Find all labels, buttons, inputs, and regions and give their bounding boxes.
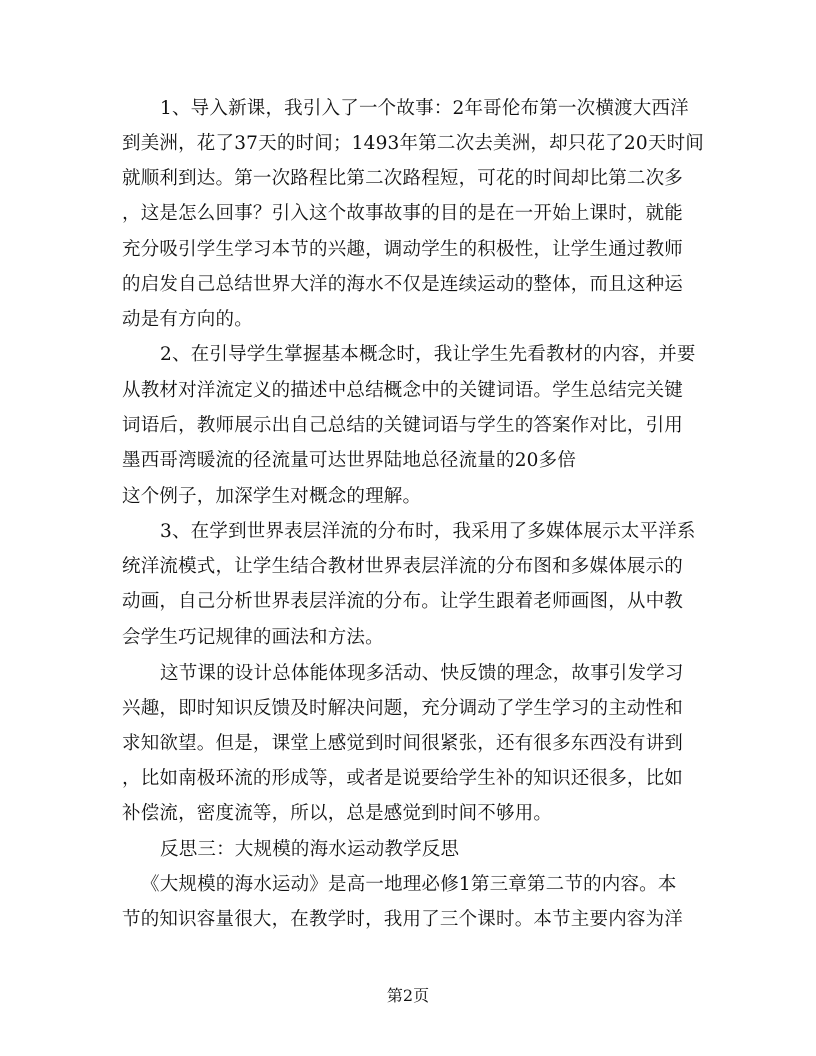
text-line: 统洋流模式，让学生结合教材世界表层洋流的分布图和多媒体展示的 bbox=[122, 556, 684, 577]
text-line: 3、在学到世界表层洋流的分布时，我采用了多媒体展示太平洋系 bbox=[160, 521, 696, 542]
section-heading: 反思三：大规模的海水运动教学反思 bbox=[160, 839, 460, 860]
text-line: 1、导入新课，我引入了一个故事：2年哥伦布第一次横渡大西洋 bbox=[160, 98, 689, 119]
text-line: 节的知识容量很大，在教学时，我用了三个课时。本节主要内容为洋 bbox=[122, 909, 684, 930]
text-line: 的启发自己总结世界大洋的海水不仅是连续运动的整体，而且这种运 bbox=[122, 274, 684, 295]
text-line: ，这是怎么回事？引入这个故事故事的目的是在一开始上课时，就能 bbox=[122, 203, 684, 224]
text-line: 从教材对洋流定义的描述中总结概念中的关键词语。学生总结完关键 bbox=[122, 380, 684, 401]
text-line: 这个例子，加深学生对概念的理解。 bbox=[122, 486, 422, 507]
text-line: 这节课的设计总体能体现多活动、快反馈的理念，故事引发学习 bbox=[160, 663, 684, 684]
text-line: 动是有方向的。 bbox=[122, 309, 253, 330]
text-line: 动画，自己分析世界表层洋流的分布。让学生跟着老师画图，从中教 bbox=[122, 591, 684, 612]
text-line: 到美洲，花了37天的时间；1493年第二次去美洲，却只花了20天时间 bbox=[122, 133, 704, 154]
text-line: 2、在引导学生掌握基本概念时，我让学生先看教材的内容，并要 bbox=[160, 344, 696, 365]
text-line: 就顺利到达。第一次路程比第二次路程短，可花的时间却比第二次多 bbox=[122, 168, 684, 189]
text-line: 《大规模的海水运动》是高一地理必修1第三章第二节的内容。本 bbox=[141, 874, 677, 895]
text-line: 充分吸引学生学习本节的兴趣，调动学生的积极性，让学生通过教师 bbox=[122, 239, 684, 260]
text-line: 会学生巧记规律的画法和方法。 bbox=[122, 627, 384, 648]
text-line: 词语后，教师展示出自己总结的关键词语与学生的答案作对比，引用 bbox=[122, 415, 684, 436]
page-number: 第2页 bbox=[386, 986, 430, 1005]
text-line: 补偿流，密度流等，所以，总是感觉到时间不够用。 bbox=[122, 803, 553, 824]
text-line: 墨西哥湾暖流的径流量可达世界陆地总径流量的20多倍 bbox=[122, 450, 577, 471]
text-line: 兴趣，即时知识反馈及时解决问题，充分调动了学生学习的主动性和 bbox=[122, 698, 684, 719]
text-line: ，比如南极环流的形成等，或者是说要给学生补的知识还很多，比如 bbox=[122, 768, 684, 789]
text-line: 求知欲望。但是，课堂上感觉到时间很紧张，还有很多东西没有讲到 bbox=[122, 733, 684, 754]
